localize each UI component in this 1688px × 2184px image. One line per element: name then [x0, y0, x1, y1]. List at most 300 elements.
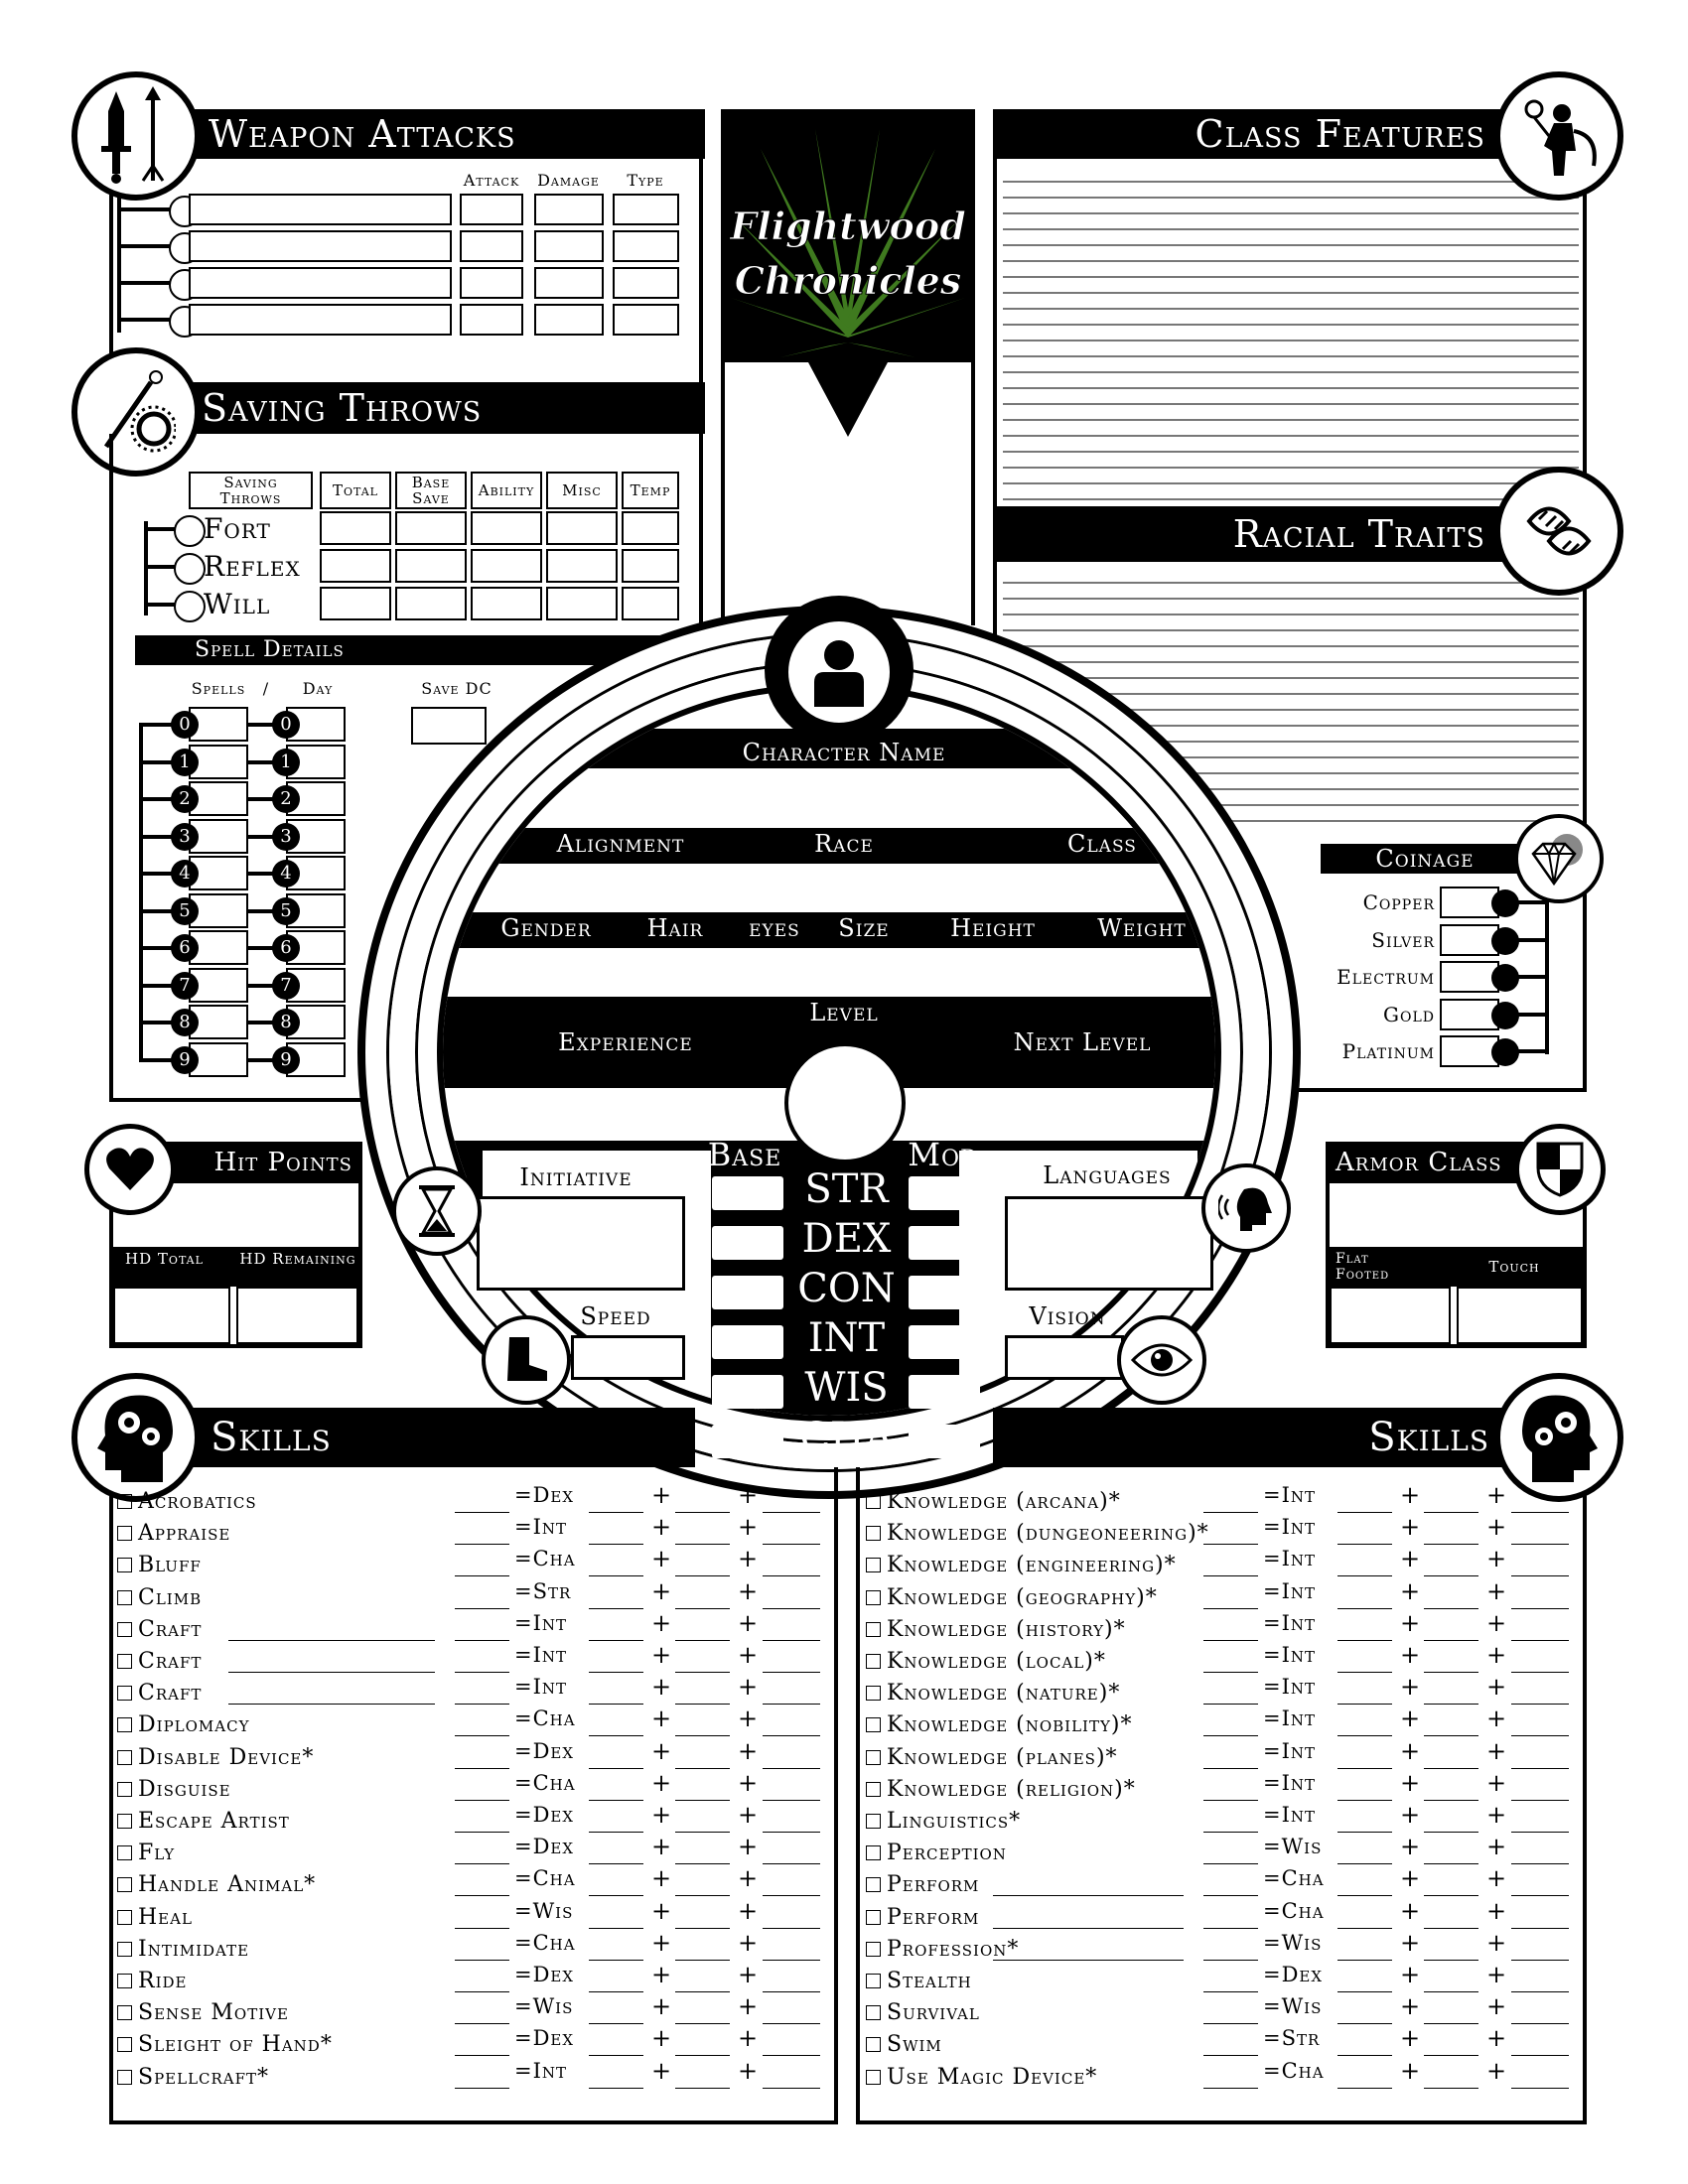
- skill-misc-field[interactable]: [763, 1734, 820, 1736]
- skill-class-checkbox[interactable]: [117, 2005, 132, 2020]
- skill-ranks-field[interactable]: [675, 1703, 730, 1705]
- skill-ability-mod-field[interactable]: [1337, 1831, 1392, 1833]
- skill-total-field[interactable]: [1203, 1767, 1258, 1769]
- skill-ranks-field[interactable]: [1424, 1703, 1478, 1705]
- skill-plus: +: [1400, 1513, 1421, 1542]
- weapon-type-field[interactable]: [613, 267, 679, 299]
- languages-field[interactable]: [1005, 1196, 1213, 1291]
- base-label: Base: [707, 1136, 782, 1173]
- skill-ranks-field[interactable]: [675, 1959, 730, 1961]
- skill-ability-mod-field[interactable]: [1337, 1799, 1392, 1801]
- weapon-attack-field[interactable]: [460, 267, 523, 299]
- skill-misc-field[interactable]: [1511, 1894, 1569, 1896]
- skill-ability-mod-field[interactable]: [1337, 1767, 1392, 1769]
- skill-misc-field[interactable]: [763, 2022, 820, 2024]
- skill-total-field[interactable]: [455, 1894, 509, 1896]
- weapon-name-field[interactable]: [189, 194, 452, 225]
- skill-ability-mod-field[interactable]: [1337, 1927, 1392, 1929]
- save-value-field[interactable]: [546, 549, 618, 583]
- skill-total-field[interactable]: [455, 1511, 509, 1513]
- spell-level-badge: 4: [171, 860, 199, 887]
- skill-total-field[interactable]: [1203, 1990, 1258, 1992]
- skill-plus: +: [651, 1992, 672, 2021]
- skill-ranks-field[interactable]: [1424, 2087, 1478, 2089]
- skill-class-checkbox[interactable]: [866, 1910, 881, 1925]
- skill-class-checkbox[interactable]: [117, 1590, 132, 1605]
- skill-total-field[interactable]: [1203, 2087, 1258, 2089]
- coin-amount-field[interactable]: [1440, 887, 1499, 918]
- skill-total-field[interactable]: [455, 1990, 509, 1992]
- skill-class-checkbox[interactable]: [866, 1782, 881, 1797]
- save-value-field[interactable]: [320, 549, 391, 583]
- skill-total-field[interactable]: [455, 1831, 509, 1833]
- skill-ability-mod-field[interactable]: [1337, 1574, 1392, 1576]
- skill-plus: +: [738, 1736, 759, 1765]
- alignment-race-class-field[interactable]: [526, 860, 1152, 905]
- skill-total-field[interactable]: [455, 1574, 509, 1576]
- skill-class-checkbox[interactable]: [866, 2005, 881, 2020]
- ability-mod-field[interactable]: [909, 1425, 980, 1458]
- skill-total-field[interactable]: [455, 1927, 509, 1929]
- skill-plus: +: [1486, 1576, 1507, 1605]
- skill-ability-label: =Int: [1263, 1610, 1317, 1635]
- skill-class-checkbox[interactable]: [866, 1686, 881, 1701]
- skill-ranks-field[interactable]: [1424, 1959, 1478, 1961]
- skill-ability-label: =Int: [514, 1610, 568, 1635]
- skill-class-checkbox[interactable]: [866, 1558, 881, 1572]
- coin-marker: [1491, 927, 1519, 955]
- skill-total-field[interactable]: [455, 2022, 509, 2024]
- weapon-attack-field[interactable]: [460, 304, 523, 336]
- skill-total-field[interactable]: [455, 1639, 509, 1641]
- save-value-field[interactable]: [622, 511, 679, 545]
- coin-amount-field[interactable]: [1440, 999, 1499, 1030]
- skill-misc-field[interactable]: [1511, 1574, 1569, 1576]
- skill-row: [117, 1521, 832, 1553]
- skill-ranks-field[interactable]: [675, 1927, 730, 1929]
- skill-ranks-field[interactable]: [675, 1734, 730, 1736]
- save-value-field[interactable]: [471, 511, 542, 545]
- skill-misc-field[interactable]: [763, 1767, 820, 1769]
- skill-subtype-field[interactable]: [993, 1959, 1184, 1961]
- skill-ranks-field[interactable]: [1424, 1734, 1478, 1736]
- weapons-icon: [71, 71, 201, 201]
- skill-total-field[interactable]: [1203, 1574, 1258, 1576]
- skill-misc-field[interactable]: [1511, 1927, 1569, 1929]
- weapon-name-field[interactable]: [189, 267, 452, 299]
- skill-class-checkbox[interactable]: [866, 1974, 881, 1988]
- skill-ranks-field[interactable]: [1424, 1511, 1478, 1513]
- skill-total-field[interactable]: [1203, 1734, 1258, 1736]
- skill-class-checkbox[interactable]: [117, 1526, 132, 1541]
- skill-ranks-field[interactable]: [675, 1799, 730, 1801]
- skill-misc-field[interactable]: [1511, 2087, 1569, 2089]
- skill-class-checkbox[interactable]: [866, 1877, 881, 1892]
- skill-misc-field[interactable]: [1511, 1862, 1569, 1864]
- skill-class-checkbox[interactable]: [866, 1845, 881, 1860]
- skill-ability-mod-field[interactable]: [589, 1959, 643, 1961]
- skill-misc-field[interactable]: [763, 1927, 820, 1929]
- coin-amount-field[interactable]: [1440, 961, 1499, 993]
- skill-misc-field[interactable]: [763, 1671, 820, 1673]
- skill-class-checkbox[interactable]: [866, 1622, 881, 1637]
- weapon-damage-field[interactable]: [534, 304, 604, 336]
- skill-misc-field[interactable]: [1511, 1734, 1569, 1736]
- skill-ability-mod-field[interactable]: [589, 2022, 643, 2024]
- skill-misc-field[interactable]: [763, 1959, 820, 1961]
- skill-misc-field[interactable]: [1511, 1543, 1569, 1545]
- skill-misc-field[interactable]: [763, 1543, 820, 1545]
- skill-total-field[interactable]: [455, 1862, 509, 1864]
- skill-misc-field[interactable]: [1511, 1767, 1569, 1769]
- skill-misc-field[interactable]: [763, 1894, 820, 1896]
- skill-total-field[interactable]: [1203, 2022, 1258, 2024]
- flat-footed-label: Flat Footed: [1336, 1251, 1390, 1283]
- skill-ability-mod-field[interactable]: [1337, 1543, 1392, 1545]
- skill-ability-mod-field[interactable]: [589, 1927, 643, 1929]
- skill-class-checkbox[interactable]: [866, 1750, 881, 1765]
- skill-class-checkbox[interactable]: [117, 1877, 132, 1892]
- thinking-head-icon: [1494, 1373, 1623, 1502]
- skill-class-checkbox[interactable]: [866, 2037, 881, 2052]
- skill-name: Disguise: [138, 1776, 231, 1802]
- skill-class-checkbox[interactable]: [866, 1654, 881, 1669]
- ability-base-field[interactable]: [712, 1226, 783, 1260]
- skill-ranks-field[interactable]: [1424, 1607, 1478, 1609]
- skill-ability-mod-field[interactable]: [589, 1543, 643, 1545]
- ability-mod-field[interactable]: [909, 1325, 980, 1359]
- speed-field[interactable]: [571, 1335, 685, 1380]
- experience-field[interactable]: [452, 1082, 789, 1130]
- skill-plus: +: [738, 1864, 759, 1893]
- skill-ability-mod-field[interactable]: [589, 1607, 643, 1609]
- save-col-header: Temp: [622, 472, 679, 509]
- skill-plus: +: [1486, 1481, 1507, 1509]
- skill-total-field[interactable]: [455, 1734, 509, 1736]
- skill-ranks-field[interactable]: [675, 1574, 730, 1576]
- skill-ability-mod-field[interactable]: [589, 2087, 643, 2089]
- skill-ability-mod-field[interactable]: [589, 1990, 643, 1992]
- skill-class-checkbox[interactable]: [117, 1942, 132, 1957]
- skill-misc-field[interactable]: [763, 1990, 820, 1992]
- skill-class-checkbox[interactable]: [117, 1654, 132, 1669]
- coin-marker: [1491, 1038, 1519, 1066]
- skill-class-checkbox[interactable]: [866, 2070, 881, 2085]
- skill-ability-mod-field[interactable]: [589, 1894, 643, 1896]
- skill-plus: +: [738, 1833, 759, 1861]
- save-row-spine: [144, 521, 148, 615]
- level-label: Level: [809, 999, 879, 1026]
- skill-misc-field[interactable]: [763, 1703, 820, 1705]
- skill-ranks-field[interactable]: [1424, 1574, 1478, 1576]
- skill-ability-mod-field[interactable]: [589, 1511, 643, 1513]
- weapon-name-field[interactable]: [189, 304, 452, 336]
- skill-ranks-field[interactable]: [675, 1767, 730, 1769]
- save-value-field[interactable]: [471, 549, 542, 583]
- skill-ranks-field[interactable]: [1424, 1862, 1478, 1864]
- skill-total-field[interactable]: [1203, 1671, 1258, 1673]
- coin-amount-field[interactable]: [1440, 1035, 1499, 1067]
- skill-total-field[interactable]: [1203, 1639, 1258, 1641]
- skill-ability-mod-field[interactable]: [1337, 1703, 1392, 1705]
- skill-plus: +: [1486, 1833, 1507, 1861]
- ability-mod-field[interactable]: [909, 1176, 980, 1210]
- skill-total-field[interactable]: [1203, 1799, 1258, 1801]
- skill-total-field[interactable]: [1203, 1927, 1258, 1929]
- weapon-type-field[interactable]: [613, 194, 679, 225]
- skill-ranks-field[interactable]: [675, 1862, 730, 1864]
- skill-class-checkbox[interactable]: [117, 1974, 132, 1988]
- weapon-attack-field[interactable]: [460, 194, 523, 225]
- skill-ranks-field[interactable]: [675, 2087, 730, 2089]
- coin-amount-field[interactable]: [1440, 924, 1499, 956]
- skill-ability-mod-field[interactable]: [589, 1639, 643, 1641]
- skill-misc-field[interactable]: [763, 1639, 820, 1641]
- hd-remaining-field[interactable]: [236, 1287, 358, 1344]
- ability-name: WIS: [804, 1365, 889, 1411]
- skill-misc-field[interactable]: [763, 2087, 820, 2089]
- skill-misc-field[interactable]: [1511, 1607, 1569, 1609]
- skill-ability-mod-field[interactable]: [589, 1862, 643, 1864]
- skill-ability-mod-field[interactable]: [1337, 1639, 1392, 1641]
- skill-ranks-field[interactable]: [675, 2022, 730, 2024]
- weapon-name-field[interactable]: [189, 230, 452, 262]
- skill-misc-field[interactable]: [1511, 2054, 1569, 2056]
- save-value-field[interactable]: [395, 549, 467, 583]
- ability-base-field[interactable]: [712, 1276, 783, 1309]
- skill-subtype-field[interactable]: [228, 1639, 435, 1641]
- skill-ability-mod-field[interactable]: [1337, 2054, 1392, 2056]
- skill-misc-field[interactable]: [1511, 1831, 1569, 1833]
- weapon-damage-field[interactable]: [534, 194, 604, 225]
- skill-class-checkbox[interactable]: [117, 2037, 132, 2052]
- skill-total-field[interactable]: [1203, 1862, 1258, 1864]
- skill-plus: +: [651, 1481, 672, 1509]
- initiative-field[interactable]: [477, 1196, 685, 1291]
- skill-class-checkbox[interactable]: [117, 2070, 132, 2085]
- weapon-type-field[interactable]: [613, 304, 679, 336]
- save-value-field[interactable]: [546, 511, 618, 545]
- skill-name: Acrobatics: [138, 1489, 257, 1514]
- skill-subtype-field[interactable]: [993, 1927, 1184, 1929]
- height-label: Height: [950, 914, 1036, 942]
- skill-total-field[interactable]: [455, 2054, 509, 2056]
- skill-ranks-field[interactable]: [675, 1543, 730, 1545]
- skill-subtype-field[interactable]: [228, 1703, 435, 1705]
- skill-ability-mod-field[interactable]: [589, 1767, 643, 1769]
- skill-total-field[interactable]: [1203, 1831, 1258, 1833]
- skill-ranks-field[interactable]: [675, 1607, 730, 1609]
- skill-class-checkbox[interactable]: [866, 1814, 881, 1829]
- skill-class-checkbox[interactable]: [117, 1717, 132, 1732]
- skill-class-checkbox[interactable]: [117, 1750, 132, 1765]
- skill-total-field[interactable]: [455, 1703, 509, 1705]
- class-features-lines[interactable]: [1003, 167, 1579, 509]
- ability-mod-field[interactable]: [909, 1226, 980, 1260]
- skill-ability-mod-field[interactable]: [589, 1574, 643, 1576]
- skill-ranks-field[interactable]: [1424, 1543, 1478, 1545]
- flat-footed-field[interactable]: [1330, 1287, 1451, 1344]
- skill-ability-mod-field[interactable]: [589, 1703, 643, 1705]
- next-level-field[interactable]: [904, 1082, 1221, 1130]
- character-name-field[interactable]: [606, 764, 1072, 816]
- logo-banner: [721, 109, 975, 447]
- skill-class-checkbox[interactable]: [866, 1526, 881, 1541]
- skill-ability-mod-field[interactable]: [1337, 2087, 1392, 2089]
- skill-ranks-field[interactable]: [1424, 1831, 1478, 1833]
- weapon-damage-field[interactable]: [534, 267, 604, 299]
- skill-ability-mod-field[interactable]: [1337, 1990, 1392, 1992]
- skill-total-field[interactable]: [455, 1799, 509, 1801]
- skill-row: [866, 1841, 1581, 1872]
- save-value-field[interactable]: [395, 511, 467, 545]
- touch-field[interactable]: [1457, 1287, 1583, 1344]
- skill-total-field[interactable]: [455, 1767, 509, 1769]
- save-value-field[interactable]: [320, 511, 391, 545]
- ability-base-field[interactable]: [712, 1375, 783, 1409]
- ability-mod-field[interactable]: [909, 1276, 980, 1309]
- skill-ranks-field[interactable]: [1424, 1639, 1478, 1641]
- level-field[interactable]: [784, 1042, 906, 1163]
- skill-ability-mod-field[interactable]: [1337, 1862, 1392, 1864]
- skill-class-checkbox[interactable]: [866, 1494, 881, 1509]
- weapon-row-spine: [117, 194, 121, 333]
- skill-misc-field[interactable]: [763, 1862, 820, 1864]
- skill-class-checkbox[interactable]: [866, 1942, 881, 1957]
- skill-misc-field[interactable]: [1511, 1703, 1569, 1705]
- skill-ranks-field[interactable]: [1424, 1767, 1478, 1769]
- skill-subtype-field[interactable]: [228, 1671, 435, 1673]
- skill-misc-field[interactable]: [1511, 1799, 1569, 1801]
- spell-level-badge: 2: [171, 785, 199, 813]
- skill-ability-mod-field[interactable]: [589, 1734, 643, 1736]
- skill-ranks-field[interactable]: [675, 2054, 730, 2056]
- skill-misc-field[interactable]: [1511, 1959, 1569, 1961]
- skill-total-field[interactable]: [455, 2087, 509, 2089]
- skill-ranks-field[interactable]: [1424, 2054, 1478, 2056]
- skill-total-field[interactable]: [1203, 1607, 1258, 1609]
- skill-ability-mod-field[interactable]: [589, 2054, 643, 2056]
- skill-ranks-field[interactable]: [675, 1671, 730, 1673]
- skill-ability-mod-field[interactable]: [1337, 1607, 1392, 1609]
- skill-total-field[interactable]: [1203, 1511, 1258, 1513]
- skill-total-field[interactable]: [1203, 1543, 1258, 1545]
- skill-ranks-field[interactable]: [1424, 1990, 1478, 1992]
- skill-ability-mod-field[interactable]: [1337, 1894, 1392, 1896]
- skill-class-checkbox[interactable]: [117, 1845, 132, 1860]
- save-row-label: Fort: [204, 512, 271, 545]
- skill-class-checkbox[interactable]: [117, 1558, 132, 1572]
- skill-ability-mod-field[interactable]: [1337, 1511, 1392, 1513]
- skill-ranks-field[interactable]: [675, 1511, 730, 1513]
- skill-misc-field[interactable]: [1511, 1671, 1569, 1673]
- skill-ability-mod-field[interactable]: [1337, 1959, 1392, 1961]
- skill-misc-field[interactable]: [1511, 1990, 1569, 1992]
- skill-ranks-field[interactable]: [1424, 2022, 1478, 2024]
- skill-misc-field[interactable]: [763, 1511, 820, 1513]
- skill-total-field[interactable]: [1203, 1894, 1258, 1896]
- skill-plus: +: [1400, 1768, 1421, 1797]
- skill-ability-mod-field[interactable]: [1337, 2022, 1392, 2024]
- gender-hair-eyes-field[interactable]: [467, 945, 1221, 989]
- skill-total-field[interactable]: [1203, 1959, 1258, 1961]
- ability-base-field[interactable]: [712, 1325, 783, 1359]
- skill-plus: +: [738, 1896, 759, 1925]
- hd-total-field[interactable]: [113, 1287, 230, 1344]
- weapon-damage-field[interactable]: [534, 230, 604, 262]
- vision-field[interactable]: [1005, 1335, 1124, 1380]
- skill-ranks-field[interactable]: [1424, 1927, 1478, 1929]
- skill-plus: +: [651, 1513, 672, 1542]
- skill-misc-field[interactable]: [1511, 2022, 1569, 2024]
- skill-row: [866, 1521, 1581, 1553]
- skill-total-field[interactable]: [1203, 2054, 1258, 2056]
- spell-level-badge: 0: [272, 711, 300, 739]
- skill-total-field[interactable]: [455, 1671, 509, 1673]
- weapon-type-field[interactable]: [613, 230, 679, 262]
- skill-class-checkbox[interactable]: [117, 1494, 132, 1509]
- skill-ability-mod-field[interactable]: [589, 1799, 643, 1801]
- skill-misc-field[interactable]: [763, 1799, 820, 1801]
- skill-ability-label: =Dex: [514, 1738, 575, 1763]
- skill-ranks-field[interactable]: [1424, 1799, 1478, 1801]
- skill-class-checkbox[interactable]: [117, 1686, 132, 1701]
- skill-ranks-field[interactable]: [1424, 1894, 1478, 1896]
- skill-misc-field[interactable]: [1511, 1639, 1569, 1641]
- skill-plus: +: [1486, 2024, 1507, 2053]
- skill-ranks-field[interactable]: [675, 1831, 730, 1833]
- skill-total-field[interactable]: [1203, 1703, 1258, 1705]
- skill-misc-field[interactable]: [763, 1607, 820, 1609]
- skill-misc-field[interactable]: [763, 1831, 820, 1833]
- ability-base-field[interactable]: [712, 1176, 783, 1210]
- boot-icon: [482, 1315, 571, 1405]
- skill-ranks-field[interactable]: [675, 1894, 730, 1896]
- skill-ability-label: =Dex: [514, 2026, 575, 2051]
- skill-ranks-field[interactable]: [675, 1639, 730, 1641]
- skill-class-checkbox[interactable]: [866, 1717, 881, 1732]
- skill-total-field[interactable]: [455, 1959, 509, 1961]
- skill-ability-mod-field[interactable]: [589, 1831, 643, 1833]
- skill-plus: +: [1486, 1673, 1507, 1702]
- skill-ability-label: =Cha: [514, 1770, 576, 1795]
- skill-ability-mod-field[interactable]: [589, 1671, 643, 1673]
- ability-mod-field[interactable]: [909, 1375, 980, 1409]
- skill-class-checkbox[interactable]: [117, 1910, 132, 1925]
- skill-class-checkbox[interactable]: [866, 1590, 881, 1605]
- skill-subtype-field[interactable]: [993, 1894, 1184, 1896]
- save-value-field[interactable]: [622, 549, 679, 583]
- skill-misc-field[interactable]: [1511, 1511, 1569, 1513]
- skill-class-checkbox[interactable]: [117, 1782, 132, 1797]
- skill-total-field[interactable]: [455, 1543, 509, 1545]
- ability-base-field[interactable]: [712, 1425, 783, 1458]
- skill-ability-mod-field[interactable]: [1337, 1671, 1392, 1673]
- skill-plus: +: [1400, 1481, 1421, 1509]
- skill-ability-mod-field[interactable]: [1337, 1734, 1392, 1736]
- skill-misc-field[interactable]: [763, 2054, 820, 2056]
- experience-label: Experience: [558, 1028, 693, 1056]
- weapon-attack-field[interactable]: [460, 230, 523, 262]
- skill-plus: +: [651, 1641, 672, 1669]
- skill-name: Sense Motive: [138, 2000, 289, 2026]
- skill-ranks-field[interactable]: [1424, 1671, 1478, 1673]
- skill-ranks-field[interactable]: [675, 1990, 730, 1992]
- skill-misc-field[interactable]: [763, 1574, 820, 1576]
- skill-class-checkbox[interactable]: [117, 1814, 132, 1829]
- skill-total-field[interactable]: [455, 1607, 509, 1609]
- skill-class-checkbox[interactable]: [117, 1622, 132, 1637]
